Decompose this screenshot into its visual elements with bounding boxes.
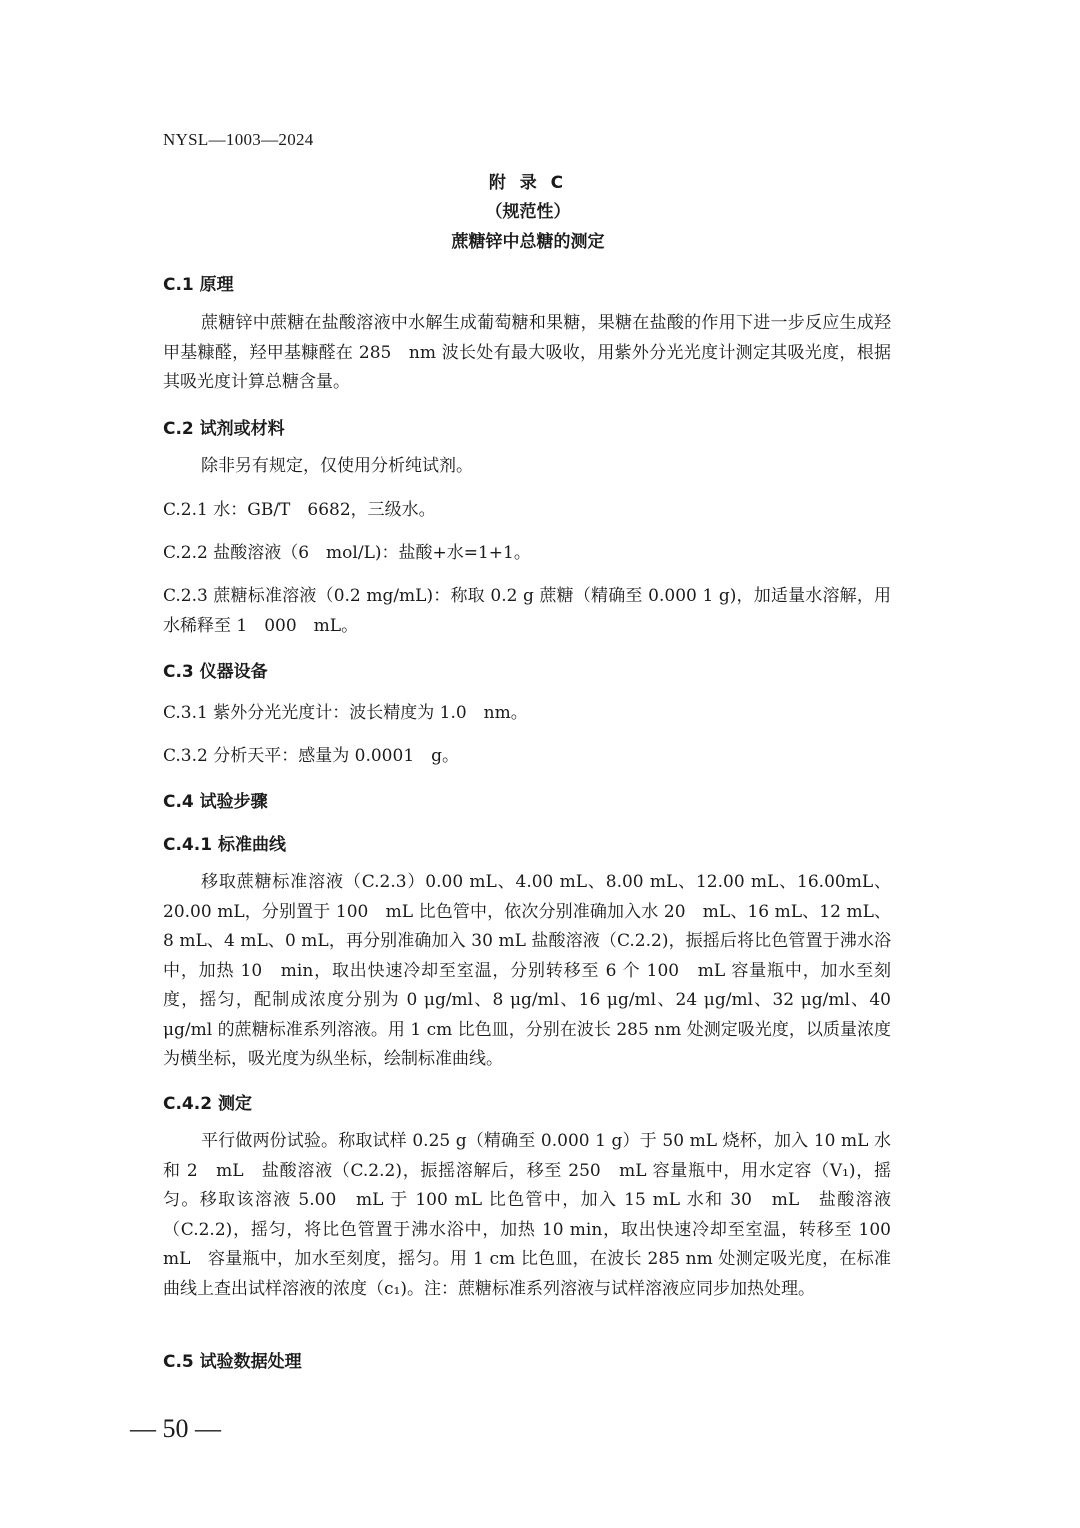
section-c2-intro: 除非另有规定，仅使用分析纯试剂。 <box>201 456 473 476</box>
clause-c4-1-text: 移取蔗糖标准溶液（C.2.3）0.00 mL、4.00 mL、8.00 mL、12.00 mL、16.00mL、20.00 mL，分别置于 100 mL 比色管中，依次分别准确加入水 20 mL、16 mL、12 mL、8 mL、4 mL、0 mL，再分别准确加入 30 mL 盐酸溶液（C.2.2)，振摇后将比色管置于沸水浴中，加热 10 min，取出快速冷却至室温，分别转移至 6 个 100 mL 容量瓶中，加水至刻度，摇匀，配制成浓度分别为 0 μg/ml、8 μg/ml、16 μg/ml、24 μg/ml、32 μg/ml、40 μg/ml 的蔗糖标准系列溶液。用 1 cm 比色皿，分别在波长 285 nm 处测定吸光度，以质量浓度为横坐标，吸光度为纵坐标，绘制标准曲线。 <box>163 872 891 1069</box>
page-number: — 50 — <box>130 1414 221 1443</box>
appendix-nature: （规范性） <box>485 202 571 222</box>
clause-c4-2-heading: C.4.2 测定 <box>163 1094 252 1114</box>
section-c3-heading: C.3 仪器设备 <box>163 662 268 682</box>
clause-c4-2-text: 平行做两份试验。称取试样 0.25 g（精确至 0.000 1 g）于 50 mL 烧杯，加入 10 mL 水和 2 mL 盐酸溶液（C.2.2)，振摇溶解后，移至 250 mL 容量瓶中，用水定容（V₁)，摇匀。移取该溶液 5.00 mL 于 100 mL 比色管中，加入 15 mL 水和 30 mL 盐酸溶液（C.2.2)，摇匀，将比色管置于沸水浴中，加热 10 min，取出快速冷却至室温，转移至 100 mL 容量瓶中，加水至刻度，摇匀。用 1 cm 比色皿，在波长 285 nm 处测定吸光度，在标准曲线上查出试样溶液的浓度（c₁)。注：蔗糖标准系列溶液与试样溶液应同步加热处理。 <box>163 1131 891 1299</box>
clause-c3-2: C.3.2 分析天平：感量为 0.0001 g。 <box>163 746 460 766</box>
clause-c3-1: C.3.1 紫外分光光度计：波长精度为 1.0 nm。 <box>163 703 528 723</box>
appendix-title: 附 录 C <box>488 173 568 193</box>
standard-code: NYSL—1003—2024 <box>163 130 314 149</box>
clause-c2-1: C.2.1 水：GB/T 6682，三级水。 <box>163 500 436 520</box>
section-c5-heading: C.5 试验数据处理 <box>163 1352 302 1372</box>
clause-c2-2: C.2.2 盐酸溶液（6 mol/L)：盐酸+水=1+1。 <box>163 543 531 563</box>
section-c4-heading: C.4 试验步骤 <box>163 792 268 812</box>
appendix-subject: 蔗糖锌中总糖的测定 <box>451 232 605 252</box>
section-c1-heading: C.1 原理 <box>163 275 234 295</box>
section-c2-heading: C.2 试剂或材料 <box>163 419 285 439</box>
clause-c2-3: C.2.3 蔗糖标准溶液（0.2 mg/mL)：称取 0.2 g 蔗糖（精确至 0.000 1 g)，加适量水溶解，用水稀释至 1 000 mL。 <box>163 586 891 636</box>
clause-c4-1-heading: C.4.1 标准曲线 <box>163 835 286 855</box>
section-c1-text: 蔗糖锌中蔗糖在盐酸溶液中水解生成葡萄糖和果糖，果糖在盐酸的作用下进一步反应生成羟甲基糠醛，羟甲基糠醛在 285 nm 波长处有最大吸收，用紫外分光光度计测定其吸光度，根据其吸光度计算总糖含量。 <box>163 313 891 392</box>
